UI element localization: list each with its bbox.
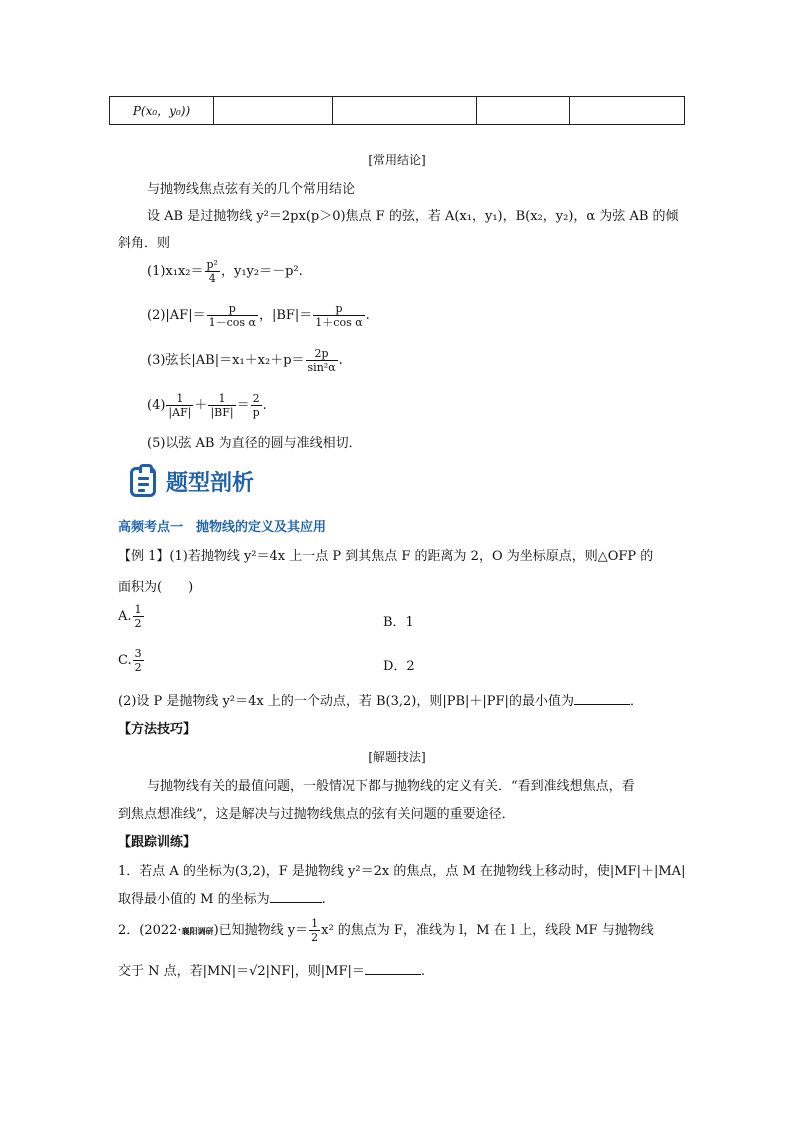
- q2-end: .: [420, 964, 426, 979]
- table-cell: [214, 97, 333, 125]
- fraction: [133, 603, 144, 630]
- denominator: 4: [208, 272, 216, 285]
- fraction: [313, 302, 364, 329]
- denominator: 2: [134, 617, 142, 630]
- practice-header: 【跟踪训练】: [118, 835, 197, 850]
- method-text-1: 与抛物线有关的最值问题，一般情况下都与抛物线的定义有关．“看到准线想焦点，看: [147, 779, 635, 794]
- numerator: 2p: [306, 347, 338, 361]
- answer-blank[interactable]: [365, 962, 421, 975]
- conclusion-intro: 与抛物线焦点弦有关的几个常用结论: [147, 182, 356, 197]
- conclusion-header: [常用结论]: [368, 153, 426, 167]
- denominator: 1－cos α: [208, 316, 256, 329]
- conclusion-item-4: [147, 392, 267, 419]
- fraction: [309, 917, 320, 944]
- answer-blank[interactable]: [574, 692, 630, 705]
- item-text: (1)x₁x₂＝: [147, 264, 204, 279]
- item-text: (2)|AF|＝: [147, 308, 206, 323]
- fraction: [251, 392, 262, 419]
- fraction: [205, 258, 220, 285]
- denominator: 1＋cos α: [315, 316, 363, 329]
- topic-title: 高频考点一 抛物线的定义及其应用: [118, 520, 327, 535]
- numerator: p: [313, 302, 364, 316]
- example-line-2: 面积为( ): [118, 580, 194, 595]
- q2-text: )已知抛物线 y＝: [213, 923, 309, 938]
- table-cell: [333, 97, 477, 125]
- clipboard-clip: [139, 464, 153, 473]
- practice-q2-line-2: [118, 960, 425, 979]
- conclusion-setup-1: 设 AB 是过抛物线 y²＝2px(p＞0)焦点 F 的弦，若 A(x₁，y₁)，B(x₂，y₂)，α 为弦 AB 的倾: [147, 209, 679, 224]
- q2-text: 交于 N 点，若|MN|＝√2|NF|，则|MF|＝: [118, 964, 365, 979]
- item-text: ＝: [236, 398, 250, 413]
- denominator: |AF|: [168, 406, 192, 419]
- option-label: C.: [118, 653, 132, 668]
- numerator: 1: [166, 392, 193, 406]
- table-cell: [570, 97, 685, 125]
- denominator: sin²α: [307, 361, 336, 374]
- item-text: (3)弦长|AB|＝x₁＋x₂＋p＝: [147, 353, 305, 368]
- icon-line: [138, 489, 145, 492]
- conclusion-item-5: (5)以弦 AB 为直径的圆与准线相切．: [147, 436, 362, 451]
- item-text: ，|BF|＝: [258, 308, 313, 323]
- q2-source: 襄阳调研: [181, 926, 214, 936]
- answer-blank[interactable]: [270, 890, 322, 903]
- numerator: 2: [251, 392, 262, 406]
- fraction: [133, 647, 144, 674]
- q2-text: 2．(2022·: [118, 923, 182, 938]
- denominator: p: [252, 406, 260, 419]
- fraction: [306, 347, 338, 374]
- denominator: 2: [311, 931, 319, 944]
- icon-line: [138, 477, 149, 480]
- example-line-1: 【例 1】(1)若抛物线 y²＝4x 上一点 P 到其焦点 F 的距离为 2，O 为坐标原点，则△OFP 的: [118, 549, 654, 564]
- conclusion-item-1: [147, 258, 303, 285]
- clipboard-icon: [130, 467, 156, 497]
- item-text: .: [262, 398, 267, 413]
- conclusion-item-3: [147, 347, 343, 374]
- fraction: [207, 302, 258, 329]
- practice-q1-line-2: [118, 888, 326, 907]
- icon-line: [138, 483, 149, 486]
- option-a: [118, 603, 145, 630]
- method-header: 【方法技巧】: [118, 722, 197, 737]
- conclusion-setup-2: 斜角．则: [118, 236, 171, 251]
- example-part-2: [118, 690, 643, 709]
- item-text: (4): [147, 398, 166, 413]
- item-text: .: [365, 308, 370, 323]
- numerator: 1: [208, 392, 235, 406]
- q1-text: 取得最小值的 M 的坐标为: [118, 892, 270, 907]
- numerator: 3: [134, 647, 142, 660]
- practice-q1-line-1: 1．若点 A 的坐标为(3,2)，F 是抛物线 y²＝2x 的焦点，点 M 在抛物线上移动时，使|MF|＋|MA|: [118, 864, 686, 879]
- method-sub-header: [解题技法]: [368, 750, 426, 764]
- q1-end: .: [321, 892, 326, 907]
- item-text: ，y₁y₂＝－p².: [220, 264, 303, 279]
- option-c: [118, 647, 145, 674]
- item-text: ＋: [194, 398, 208, 413]
- fraction: [208, 392, 235, 419]
- numerator: 1: [134, 603, 142, 616]
- option-b: B．1: [383, 615, 414, 630]
- option-label: A.: [118, 609, 132, 624]
- method-text-2: 到焦点想准线”，这是解决与过抛物线焦点的弦有关问题的重要途径．: [118, 807, 515, 822]
- table-cell: P(x₀，y₀)): [110, 97, 214, 125]
- table-row: [110, 97, 685, 125]
- option-d: D．2: [383, 659, 415, 674]
- practice-q2-line-1: [118, 917, 654, 944]
- item-text: .: [338, 353, 343, 368]
- section-title: 题型剖析: [166, 471, 255, 496]
- conclusion-item-2: [147, 302, 370, 329]
- numerator: p: [207, 302, 258, 316]
- q2-text: x² 的焦点为 F，准线为 l，M 在 l 上，线段 MF 与抛物线: [321, 923, 654, 938]
- fraction: [166, 392, 193, 419]
- table-cell: [477, 97, 570, 125]
- denominator: 2: [134, 661, 142, 674]
- denominator: |BF|: [210, 406, 234, 419]
- top-table: [109, 96, 685, 125]
- part-2-end: ．: [629, 694, 643, 709]
- numerator: 1: [311, 917, 319, 930]
- numerator: p²: [206, 258, 218, 271]
- part-2-text: (2)设 P 是抛物线 y²＝4x 上的一个动点，若 B(3,2)，则|PB|＋|PF|的最小值为: [118, 694, 574, 709]
